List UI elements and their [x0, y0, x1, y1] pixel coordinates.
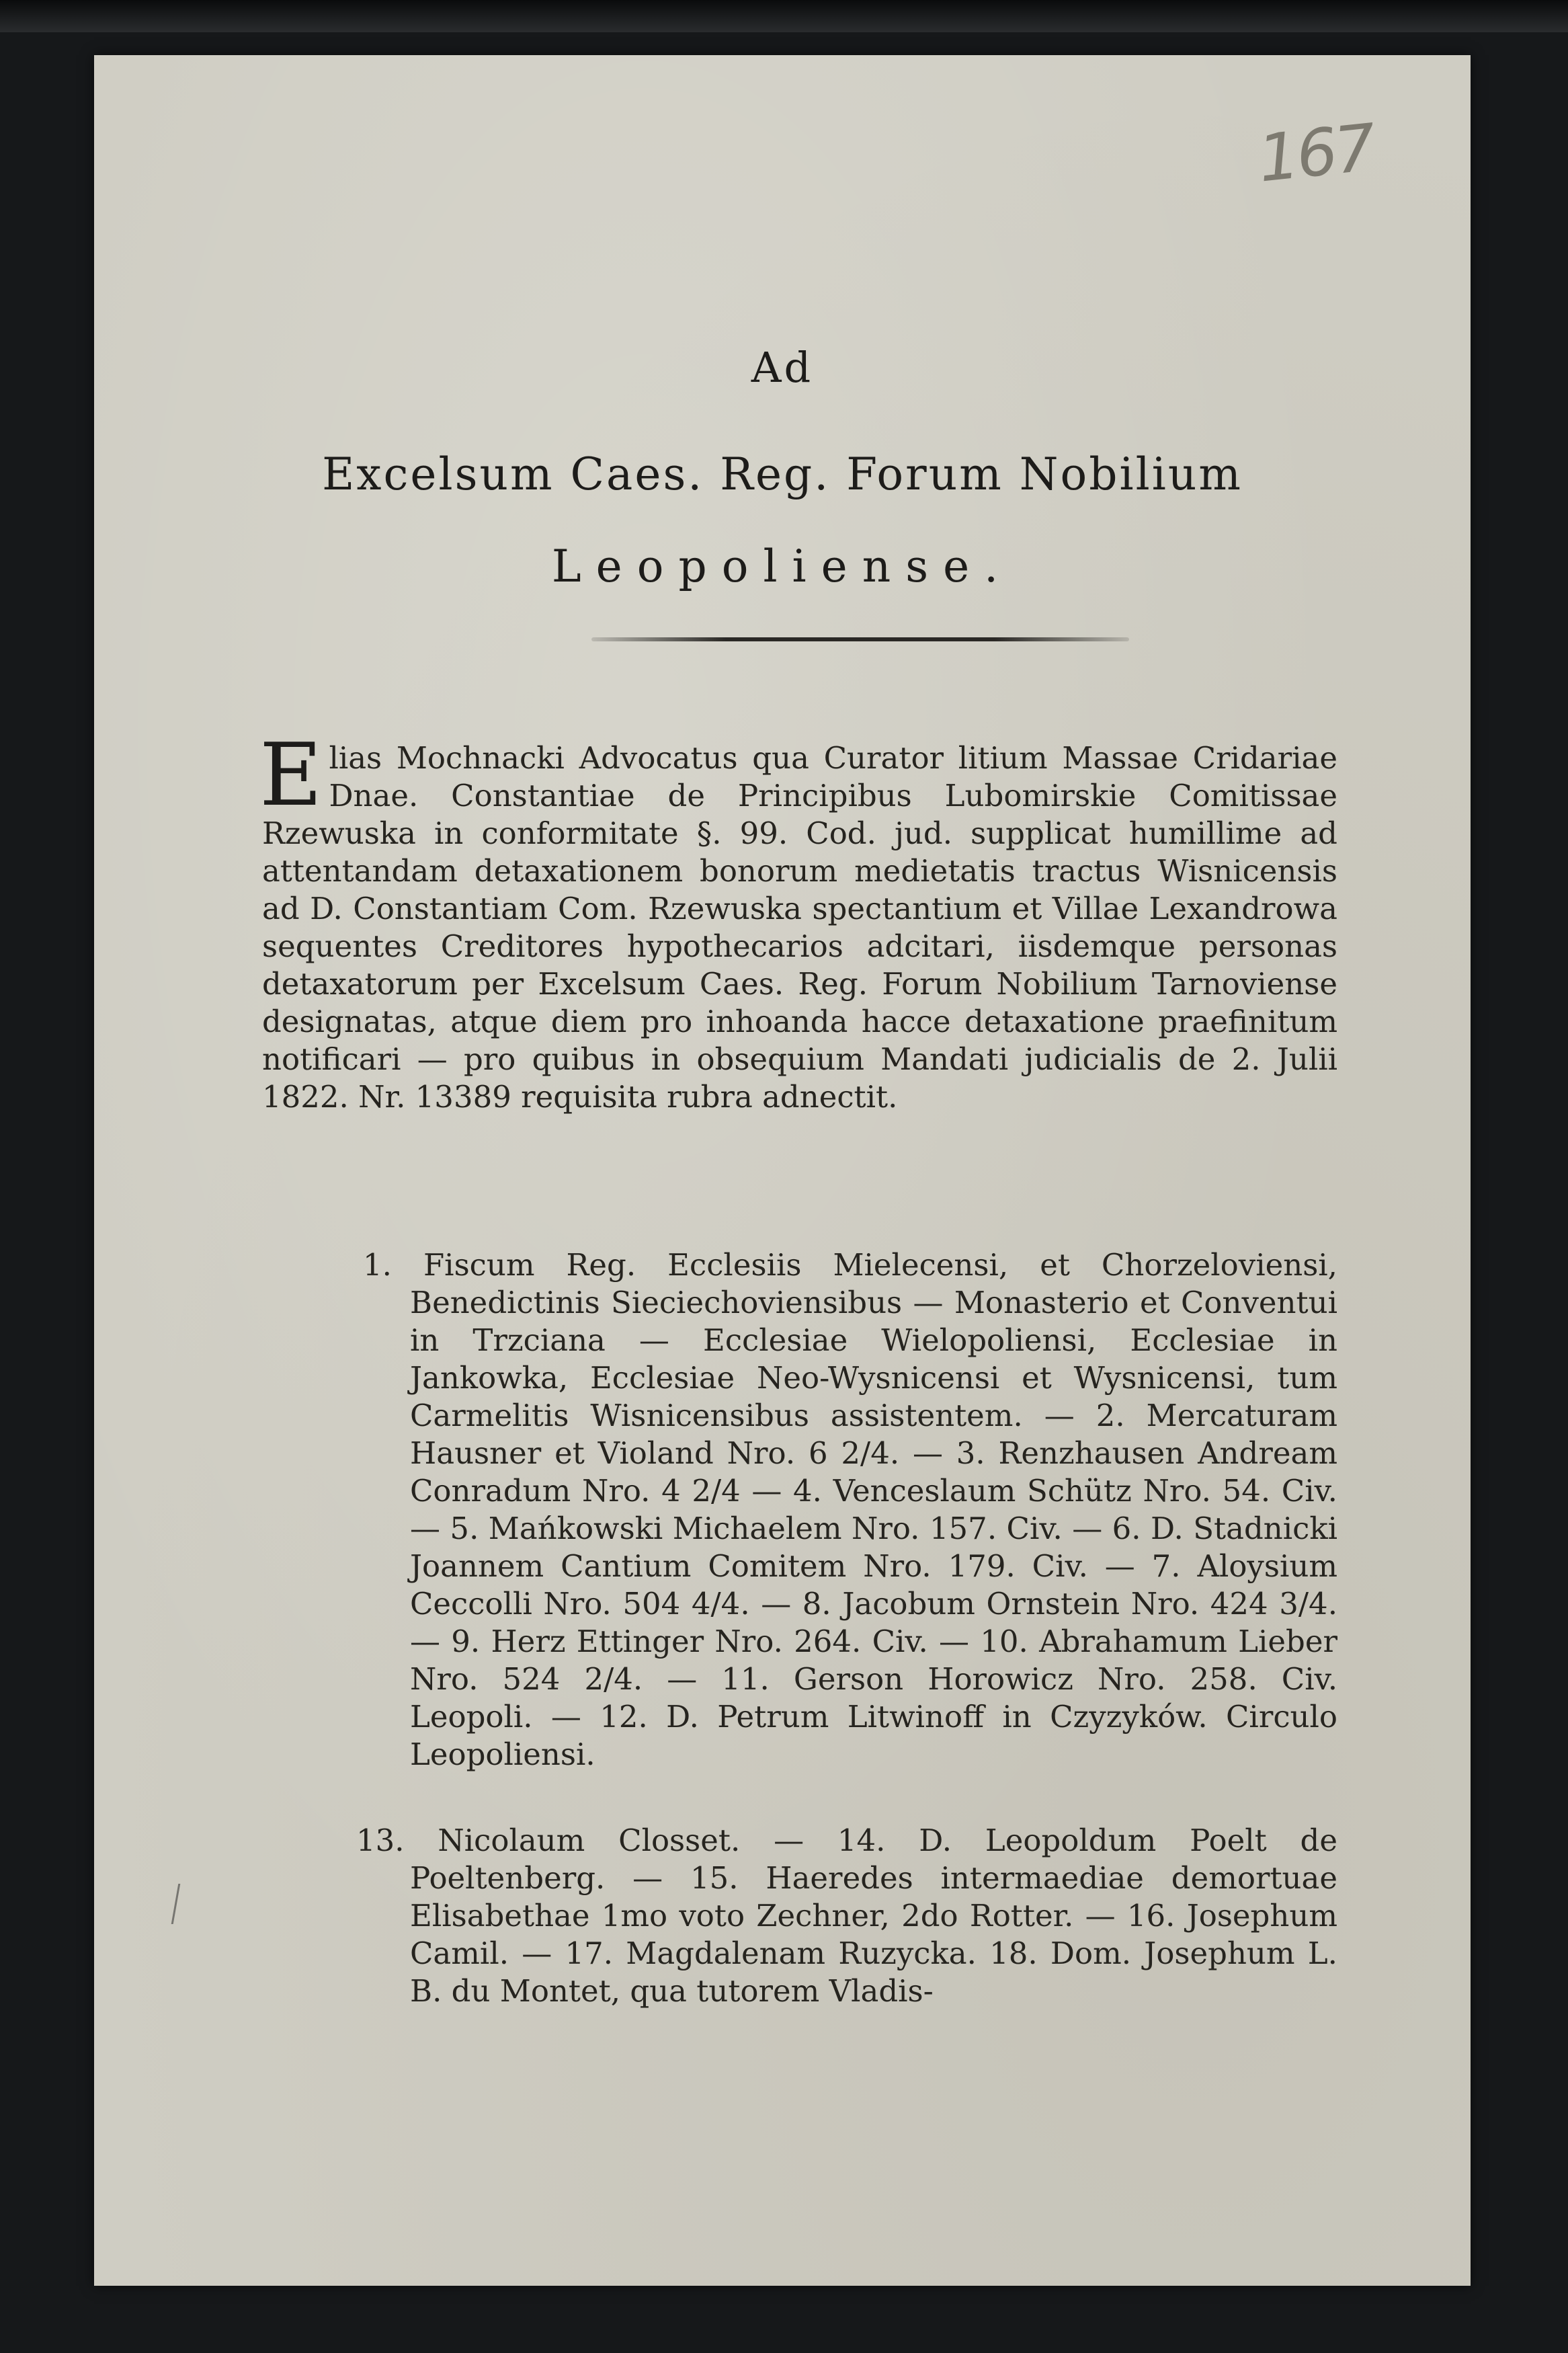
petition-paragraph	[259, 725, 1337, 1116]
creditor-list-paragraph-2: 13. Nicolaum Closset. — 14. D. Leopoldum Poelt de Poeltenberg. — 15. Haeredes intermaediae demortuae Elisabethae 1mo voto Zechner, 2do Rotter. — 16. Josephum Camil. — 17. Magdalenam Ruzycka. 18. Dom. Josephum L. B. du Montet, qua tutorem Vladis-	[356, 1823, 1337, 2009]
drop-cap: E	[259, 725, 323, 826]
heading-line-3: Leopoliense.	[551, 541, 1014, 592]
petition-text: lias Mochnacki Advocatus qua Curator litium Massae Cridariae Dnae. Constantiae de Principibus Lubomirskie Comitissae Rzewuska in conformitate §. 99. Cod. jud. supplicat humillime ad attentandam detaxationem bonorum medietatis tractus Wisnicensis ad D. Constantiam Com. Rzewuska spectantium et Villae Lexandrowa sequentes Creditores hypothecarios adcitari, iisdemque personas detaxatorum per Excelsum Caes. Reg. Forum Nobilium Tarnoviense designatas, atque diem pro inhoanda hacce detaxatione praefinitum notificari — pro quibus in obsequium Mandati judicialis de 2. Julii 1822. Nr. 13389 requisita rubra adnectit.	[262, 740, 1337, 1115]
creditor-list-paragraph-1: 1. Fiscum Reg. Ecclesiis Mielecensi, et Chorzeloviensi, Benedictinis Sieciechoviensibus — Monasterio et Conventui in Trzciana — Ecclesiae Wielopoliensi, Ecclesiae in Jankowka, Ecclesiae Neo-Wysnicensi et Wysnicensi, tum Carmelitis Wisnicensibus assistentem. — 2. Mercaturam Hausner et Violand Nro. 6 2/4. — 3. Renzhausen Andream Conradum Nro. 4 2/4 — 4. Venceslaum Schütz Nro. 54. Civ. — 5. Mańkowski Michaelem Nro. 157. Civ. — 6. D. Stadnicki Joannem Cantium Comitem Nro. 179. Civ. — 7. Aloysium Ceccolli Nro. 504 4/4. — 8. Jacobum Ornstein Nro. 424 3/4. — 9. Herz Ettinger Nro. 264. Civ. — 10. Abrahamum Lieber Nro. 524 2/4. — 11. Gerson Horowicz Nro. 258. Civ. Leopoli. — 12. D. Petrum Litwinoff in Czyzyków. Circulo Leopoliensi.	[363, 1247, 1337, 1772]
heading-line-1: Ad	[751, 343, 814, 392]
heading-divider	[591, 637, 1129, 641]
margin-mark	[171, 1884, 188, 1924]
scanner-top-edge	[0, 0, 1568, 32]
folio-number: 167	[1254, 110, 1377, 197]
heading-line-2: Excelsum Caes. Reg. Forum Nobilium	[322, 448, 1243, 500]
document-page	[94, 55, 1471, 2286]
